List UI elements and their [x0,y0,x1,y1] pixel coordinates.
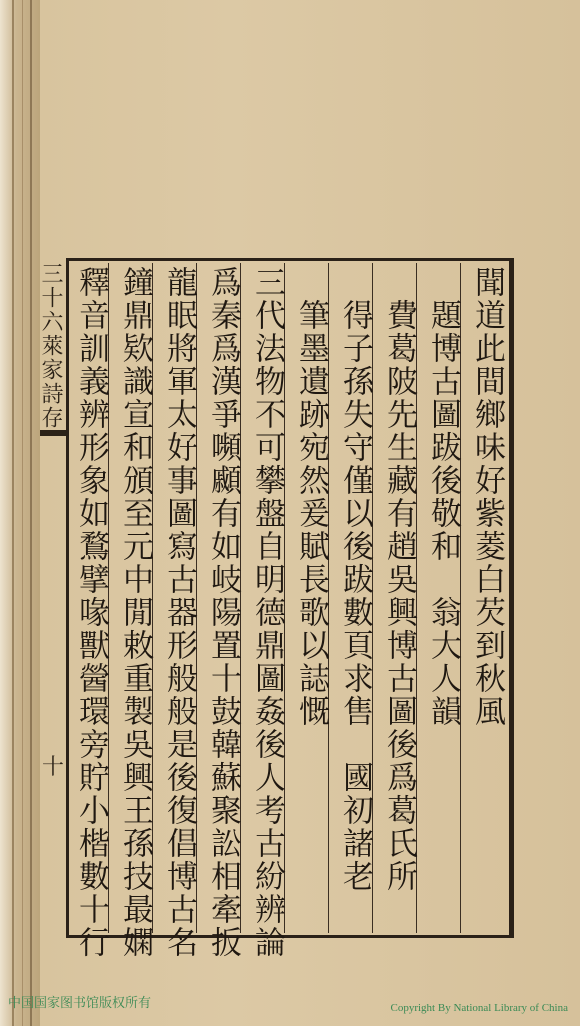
copyright-cn: 中国国家图书馆版权所有 [8,996,152,1011]
text-column: 龍眠將軍太好事圖寫古器形般般是後復倡博古名 [161,266,197,959]
text-column: 費葛陂先生藏有趙吳興博古圖後爲葛氏所 [381,266,417,893]
page-fold-edge [0,0,40,1026]
text-column: 筆墨遺跡宛然爰賦長歌以誌慨 [293,266,329,728]
text-column: 題博古圖跋後敬和 翁大人韻 [425,266,461,728]
text-column: 得子孫失守僅以後跋數頁求售 國初諸老 [337,266,373,893]
text-column: 三代法物不可攀盤自明德鼎圖姦後人考古紛辨論 [249,266,285,959]
copyright-en: Copyright By National Library of China [390,1002,568,1014]
text-column: 鐘鼎欵識宣和頒至元中閒敕重製吳興王孫技最嫻 [117,266,153,959]
fish-tail-mark [40,430,66,436]
text-column: 聞道此間鄉味好紫菱白芡到秋風 [469,266,505,728]
page-number: 十 [42,755,65,780]
margin-title: 三十六萊家詩存 [38,262,63,430]
text-column: 爲秦爲漢爭嚬顣有如岐陽置十鼓韓蘇聚訟相牽扳 [205,266,241,959]
text-column: 釋音訓義辨形象如鶩擘喙獸醟環旁貯小楷數十行 [73,266,109,959]
